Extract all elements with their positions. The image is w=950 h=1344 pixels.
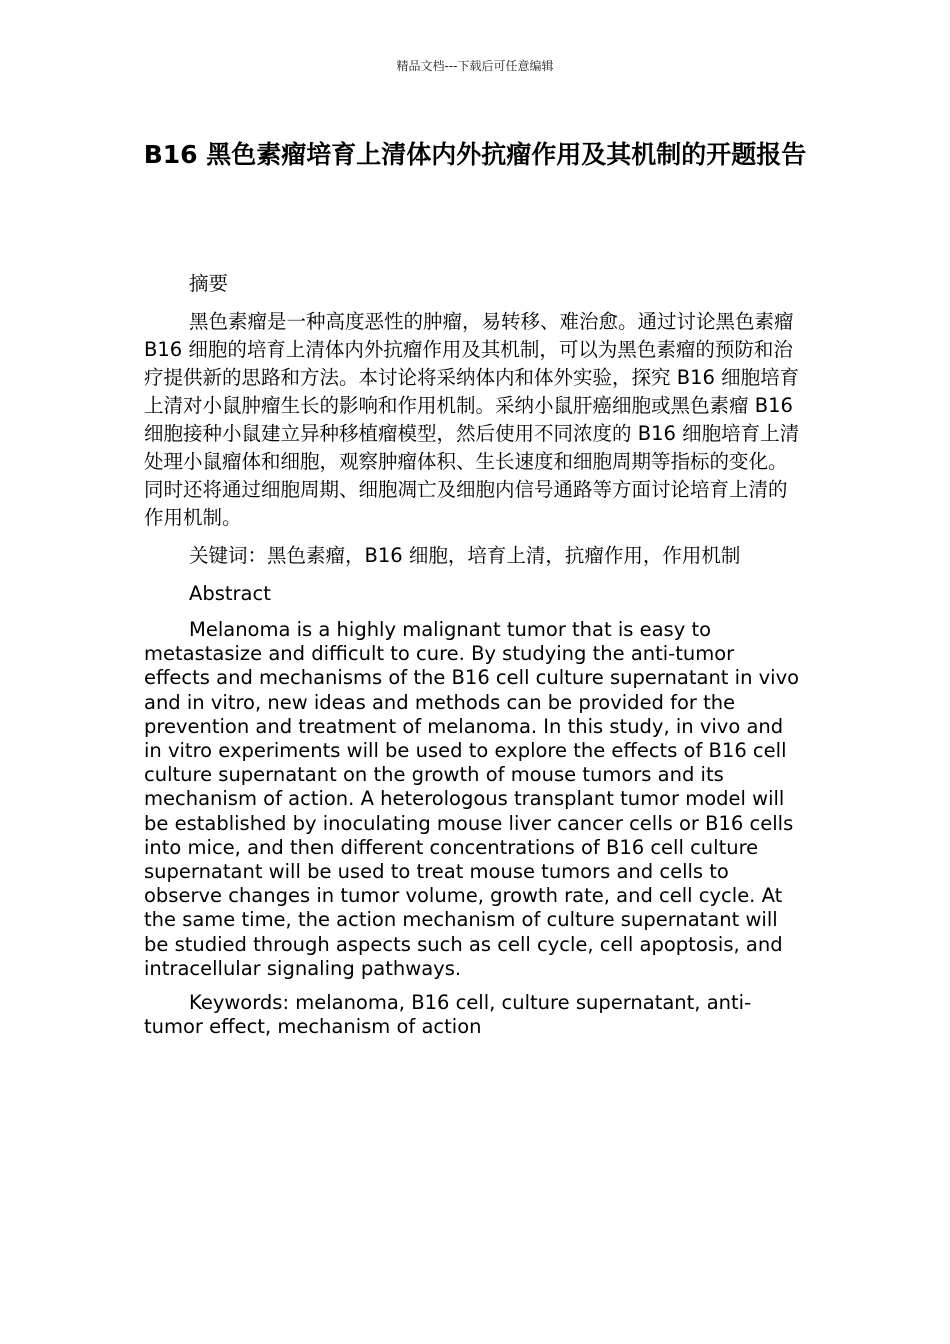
abstract-en-body: Melanoma is a highly malignant tumor that is easy to metastasize and difficult to cure. By studying the anti-tumor effects and mechanisms of the B16 cell culture supernatant in vivo and in vitro, new ideas and methods can be provided for the prevention and treatment of melanoma. In this study, in vivo and in vitro experiments will be used to explore the effects of B16 cell culture supernatant on the growth of mouse tumors and its mechanism of action. A heterologous transplant tumor model will be established by inoculating mouse liver cancer cells or B16 cells into mice, and then different concentrations of B16 cell culture supernatant will be used to treat mouse tumors and cells to observe changes in tumor volume, growth rate, and cell cycle. At the same time, the action mechanism of culture supernatant will be studied through aspects such as cell cycle, cell apoptosis, and intracellular signaling pathways. bbox=[144, 618, 800, 980]
document-title: B16 黑色素瘤培育上清体内外抗瘤作用及其机制的开题报告 bbox=[143, 140, 807, 169]
keywords-en: Keywords: melanoma, B16 cell, culture supernatant, anti-tumor effect, mechanism of action bbox=[144, 991, 752, 1039]
document-body bbox=[144, 270, 804, 1049]
header-note: 精品文档---下载后可任意编辑 bbox=[396, 59, 554, 73]
abstract-en-label: Abstract bbox=[189, 582, 271, 605]
keywords-cn: 关键词：黑色素瘤，B16 细胞，培育上清，抗瘤作用，作用机制 bbox=[189, 544, 741, 567]
abstract-cn-body: 黑色素瘤是一种高度恶性的肿瘤，易转移、难治愈。通过讨论黑色素瘤 B16 细胞的培育上清体内外抗瘤作用及其机制，可以为黑色素瘤的预防和治疗提供新的思路和方法。本讨论将采纳体内和体外实验，探究 B16 细胞培育上清对小鼠肿瘤生长的影响和作用机制。采纳小鼠肝癌细胞或黑色素瘤 B16 细胞接种小鼠建立异种移植瘤模型，然后使用不同浓度的 B16 细胞培育上清处理小鼠瘤体和细胞，观察肿瘤体积、生长速度和细胞周期等指标的变化。同时还将通过细胞周期、细胞凋亡及细胞内信号通路等方面讨论培育上清的作用机制。 bbox=[144, 310, 800, 529]
abstract-cn-label: 摘要 bbox=[189, 272, 229, 295]
